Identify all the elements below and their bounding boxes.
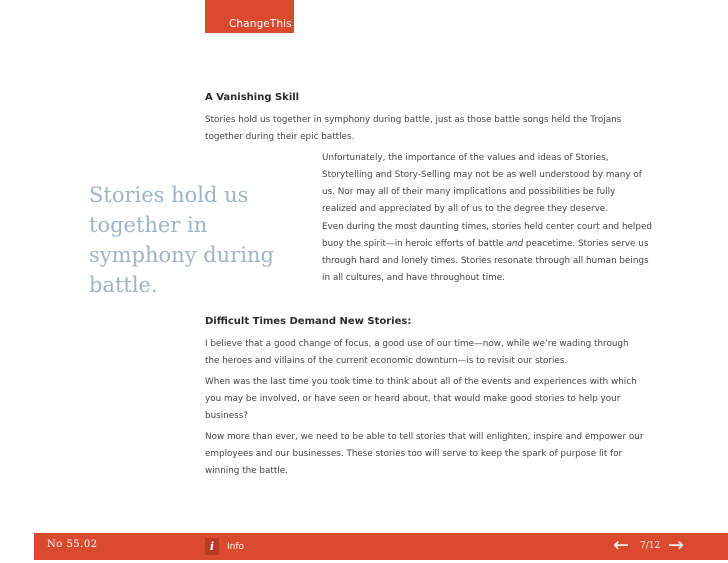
- left-arrow-icon[interactable]: ←: [613, 534, 629, 556]
- column-paragraph-2: Even during the most daunting times, stories held center court and helped buoy the spirit—in heroic efforts of battle and peacetime. Stories serve us through hard and lonely times. Stories resonate through all human beings in all cultures, and have throughout time.: [322, 222, 652, 283]
- column-paragraph-1: Unfortunately, the importance of the values and ideas of Stories, Storytelling and Story-Selling may not be as well understood by many of us. Nor may all of their many implications and possibilities be fully realized and appreciated by all of us to the degree they deserve.: [322, 153, 642, 214]
- brand-label: ChangeThis: [229, 18, 292, 30]
- info-button[interactable]: [205, 537, 244, 556]
- info-icon: i: [205, 538, 219, 555]
- intro-paragraph: Stories hold us together in symphony during battle, just as those battle songs held the Trojans together during their epic battles.: [205, 115, 622, 142]
- section-heading-difficult-times: Difficult Times Demand New Stories:: [205, 316, 412, 327]
- info-label: Info: [227, 541, 245, 552]
- page-indicator: 7/12: [640, 541, 661, 551]
- issue-number: No 55.02: [47, 539, 98, 550]
- section-heading-vanishing-skill: A Vanishing Skill: [205, 92, 300, 103]
- body-paragraph-3: Now more than ever, we need to be able to tell stories that will enlighten, inspire and empower our employees and our businesses. These stories too will serve to keep the spark of purpose lit for winning the battle.: [205, 432, 644, 476]
- right-arrow-icon[interactable]: →: [668, 534, 684, 556]
- brand-tab: [205, 0, 294, 33]
- footer-bar: [34, 533, 728, 560]
- body-paragraph-2: When was the last time you took time to think about all of the events and experiences with which you may be involved, or have seen or heard about, that would make good stories to help your business?: [205, 377, 637, 421]
- pull-quote: Stories hold us together in symphony during battle.: [89, 183, 274, 297]
- body-paragraph-1: I believe that a good change of focus, a good use of our time—now, while we’re wading through the heroes and villains of the current economic downturn—is to revisit our stories.: [205, 339, 629, 366]
